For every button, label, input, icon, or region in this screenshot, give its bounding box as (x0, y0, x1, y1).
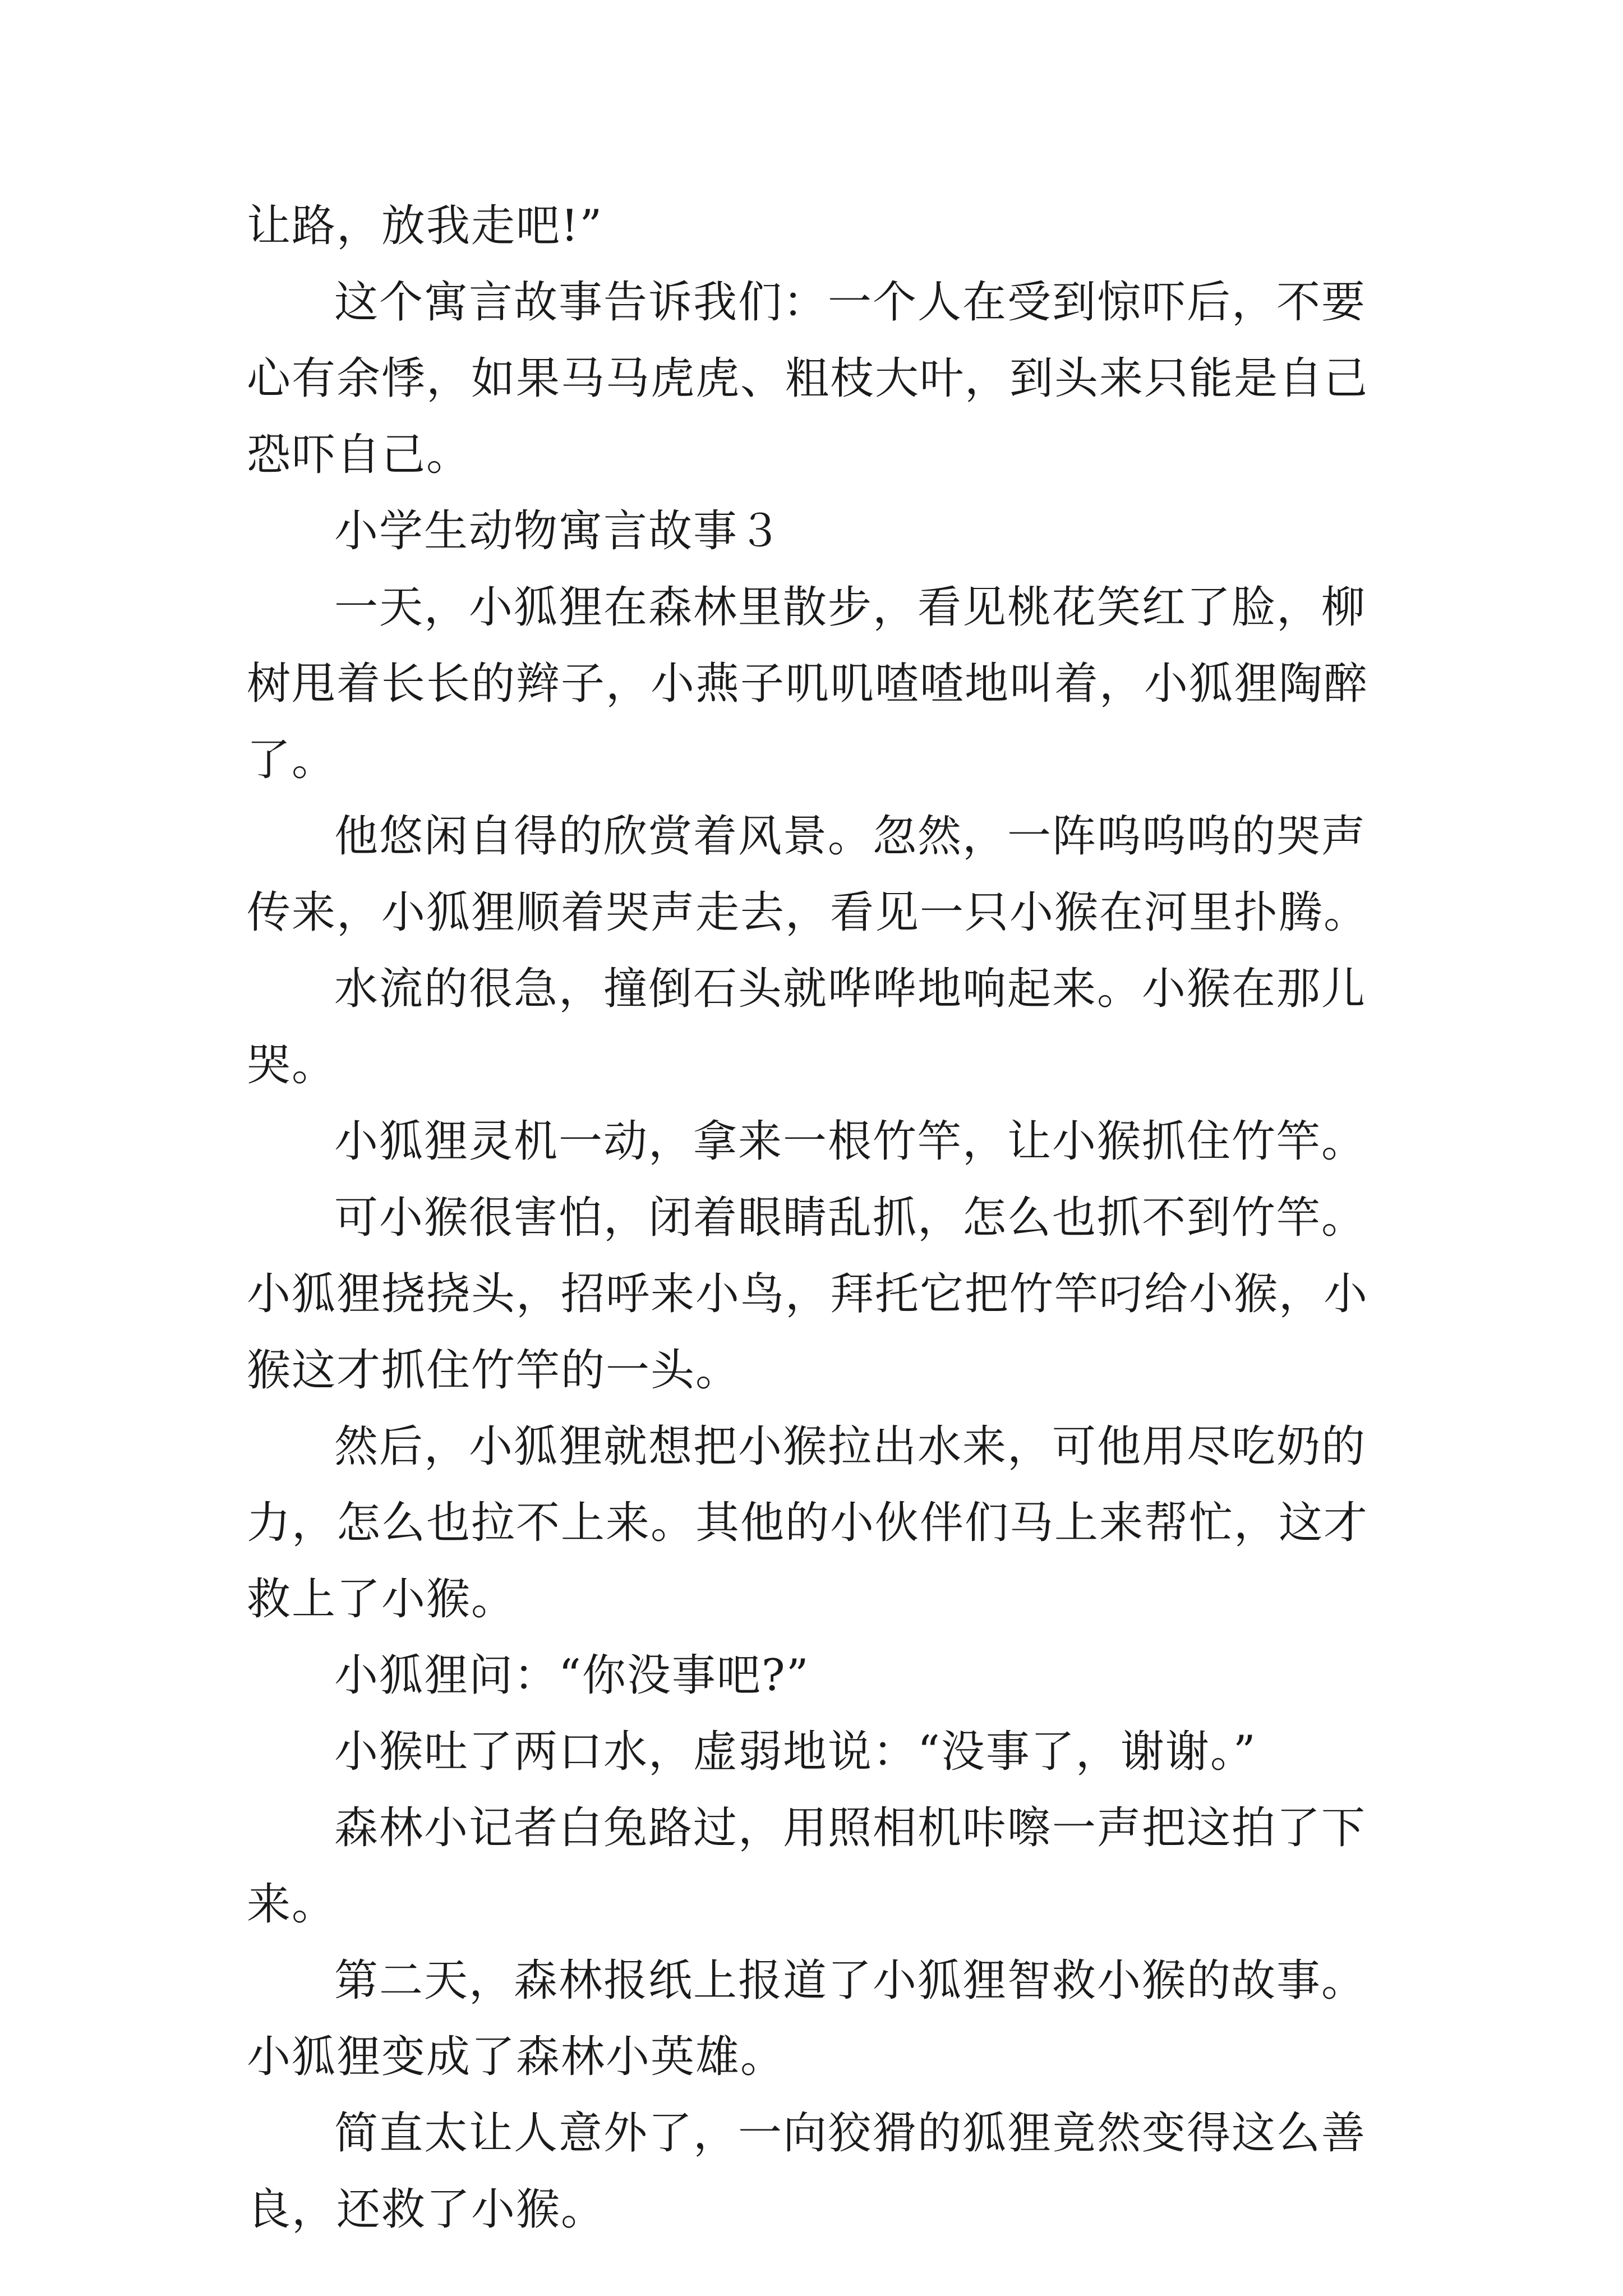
paragraph: 让路，放我走吧!” (247, 201, 603, 251)
paragraph: 小狐狸灵机一动，拿来一根竹竿，让小猴抓住竹竿。 (334, 1116, 1367, 1167)
paragraph: 可小猴很害怕，闭着眼睛乱抓，怎么也抓不到竹竿。小狐狸挠挠头，招呼来小鸟，拜托它把竹竿叼给小猴，小猴这才抓住竹竿的一头。 (247, 1193, 1369, 1396)
paragraph: 森林小记者白兔路过，用照相机咔嚓一声把这拍了下来。 (247, 1803, 1367, 1930)
paragraph: 小猴吐了两口水，虚弱地说：“没事了，谢谢。” (334, 1727, 1257, 1777)
paragraph: 然后，小狐狸就想把小猴拉出水来，可他用尽吃奶的力，怎么也拉不上来。其他的小伙伴们马上来帮忙，这才救上了小猴。 (247, 1421, 1369, 1625)
paragraph: 水流的很急，撞倒石头就哗哗地响起来。小猴在那儿哭。 (247, 964, 1367, 1091)
paragraph: 第二天，森林报纸上报道了小狐狸智救小猴的故事。小狐狸变成了森林小英雄。 (247, 1955, 1367, 2082)
document-body (247, 188, 1391, 2248)
paragraph: 小狐狸问：“你没事吧?” (334, 1650, 810, 1701)
paragraph: 他悠闲自得的欣赏着风景。忽然，一阵呜呜呜的哭声传来，小狐狸顺着哭声走去，看见一只小猴在河里扑腾。 (247, 811, 1369, 938)
paragraph: 这个寓言故事告诉我们：一个人在受到惊吓后，不要心有余悸，如果马马虎虎、粗枝大叶，到头来只能是自己恐吓自己。 (247, 277, 1369, 480)
section-heading: 小学生动物寓言故事３ (334, 506, 783, 556)
paragraph: 简直太让人意外了，一向狡猾的狐狸竟然变得这么善良，还救了小猴。 (247, 2108, 1367, 2235)
paragraph: 一天，小狐狸在森林里散步，看见桃花笑红了脸，柳树甩着长长的辫子，小燕子叽叽喳喳地叫着，小狐狸陶醉了。 (247, 582, 1369, 785)
